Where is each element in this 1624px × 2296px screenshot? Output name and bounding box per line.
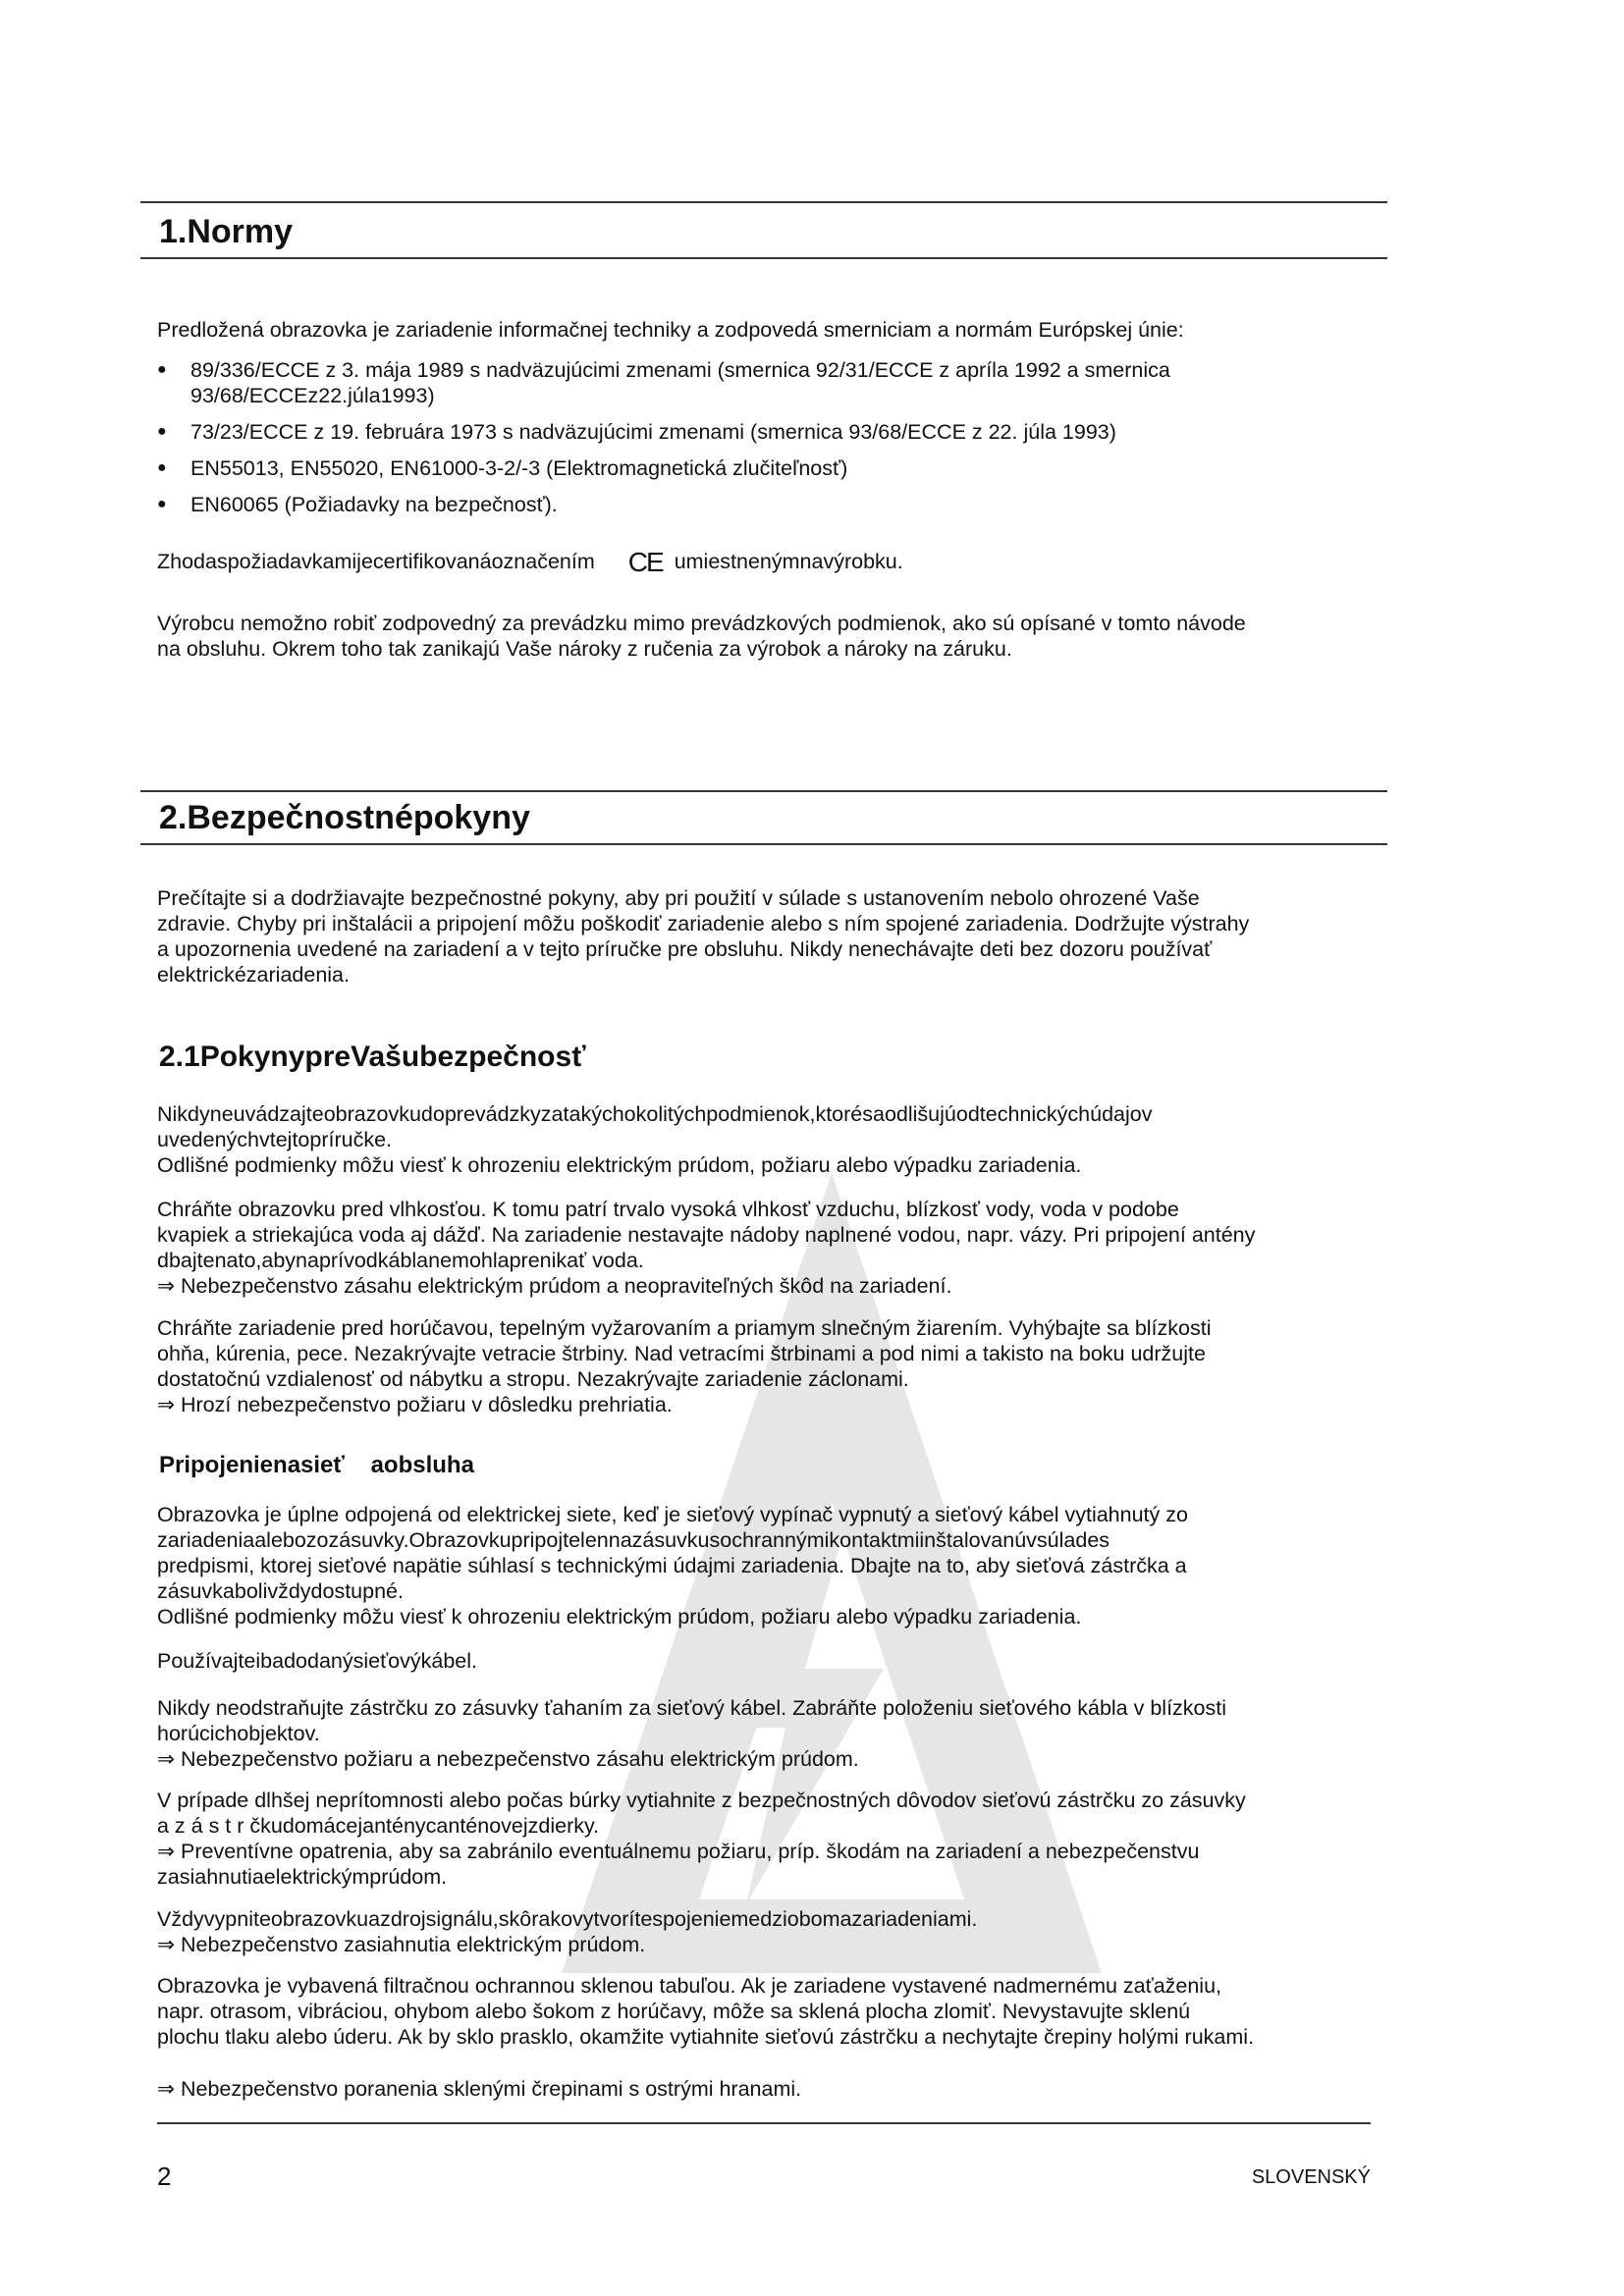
paragraph-mains-disconnect: Obrazovka je úplne odpojená od elektrickej siete, keď je sieťový vypínač vypnutý a sieťový kábel vytiahnutý zo zariadeniaalebozozásuvky.Obrazovkupripojtelennazásuvkusochrannýmikontaktmiinštalovanúvsúlades predpismi, ktorej sieťové napätie súhlasí s technickými údajmi zariadenia. Dbajte na to, aby sieťová zástrčka a zásuvkabolivždydostupné. Odlišné podmienky môžu viesť k ohrozeniu elektrickým prúdom, požiaru alebo výpadku zariadenia.	[157, 1503, 1188, 1629]
section-1-intro: Predložená obrazovka je zariadenie informačnej techniky a zodpovedá smerniciam a normám Európskej únie:	[157, 318, 1184, 342]
list-item: ● 89/336/ECCE z 3. mája 1989 s nadväzujúcimi zmenami (smernica 92/31/ECCE z apríla 1992 a smernica 93/68/ECCEz22.júla1993)	[157, 357, 1384, 408]
footer-rule	[157, 2122, 1371, 2124]
ce-text-before: Zhodaspožiadavkamijecertifikovanáoznačením	[157, 550, 595, 573]
paragraph-operating-conditions: Nikdyneuvádzajteobrazovkudoprevádzkyzatakýchokolitýchpodmienok,ktorésaodlišujúodtechnickýchúdajov uvedenýchvtejtopríručke. Odlišné podmienky môžu viesť k ohrozeniu elektrickým prúdom, požiaru alebo výpadku zariadenia.	[157, 1102, 1153, 1177]
mains-connection-heading: Pripojenienasieť aobsluha	[159, 1452, 474, 1478]
paragraph-heat: Chráňte zariadenie pred horúčavou, tepelným vyžarovaním a priamym slnečným žiarením. Vyhýbajte sa blízkosti ohňa, kúrenia, pece. Nezakrývajte vetracie štrbiny. Nad vetracími štrbinami a pod nimi a takisto na boku udržujte dostatočnú vzdialenosť od nábytku a stropu. Nezakrývajte zariadenie záclonami. ⇒ Hrozí nebezpečenstvo požiaru v dôsledku prehriatia.	[157, 1316, 1212, 1416]
ce-text-after: umiestnenýmnavýrobku.	[674, 550, 903, 573]
bottom-rule-1	[140, 257, 1387, 259]
list-item: ● EN60065 (Požiadavky na bezpečnosť).	[157, 492, 1384, 517]
section-1-heading: 1.Normy	[159, 213, 294, 250]
paragraph-cable-removal: Nikdy neodstraňujte zástrčku zo zásuvky ťahaním za sieťový kábel. Zabráňte položeniu sieťového kábla v blízkosti horúcichobjektov. ⇒ Nebezpečenstvo požiaru a nebezpečenstvo zásahu elektrickým prúdom.	[157, 1696, 1226, 1771]
ce-conformity-line	[157, 549, 903, 575]
ce-mark-icon: CE	[627, 547, 663, 577]
page-number: 2	[157, 2162, 172, 2191]
top-rule-1	[140, 201, 1387, 203]
paragraph-glass-injury: ⇒ Nebezpečenstvo poranenia sklenými črepinami s ostrými hranami.	[157, 2077, 802, 2101]
paragraph-signal-source: Vždyvypniteobrazovkuazdrojsignálu,skôrakovytvorítespojeniemedziobomazariadeniami. ⇒ Nebezpečenstvo zasiahnutia elektrickým prúdom.	[157, 1907, 978, 1956]
paragraph-storm: V prípade dlhšej neprítomnosti alebo počas búrky vytiahnite z bezpečnostných dôvodov sieťovú zástrčku zo zásuvky a z á s t r čkudomácejanténycanténovejzdierky. ⇒ Preventívne opatrenia, aby sa zabránilo eventuálnemu požiaru, príp. škodám na zariadení a nebezpečenstvu zasiahnutiaelektrickýmprúdom.	[157, 1789, 1246, 1889]
paragraph-supplied-cable: Používajteibadodanýsieťovýkábel.	[157, 1649, 477, 1673]
standards-list	[157, 357, 1384, 528]
list-item: ● 73/23/ECCE z 19. februára 1973 s nadväzujúcimi zmenami (smernica 93/68/ECCE z 22. júla 1993)	[157, 419, 1384, 445]
list-item: ● EN55013, EN55020, EN61000-3-2/-3 (Elektromagnetická zlučiteľnosť)	[157, 455, 1384, 481]
paragraph-glass-panel: Obrazovka je vybavená filtračnou ochrannou sklenou tabuľou. Ak je zariadene vystavené nadmernému zaťaženiu, napr. otrasom, vibráciou, ohybom alebo šokom z horúčavy, môže sa sklená plocha zlomiť. Nevystavujte sklenú plochu tlaku alebo úderu. Ak by sklo prasklo, okamžite vytiahnite sieťovú zástrčku a nechytajte črepiny holými rukami.	[157, 1974, 1255, 2049]
footer-language: SLOVENSKÝ	[1251, 2166, 1371, 2188]
paragraph-moisture: Chráňte obrazovku pred vlhkosťou. K tomu patrí trvalo vysoká vlhkosť vzduchu, blízkosť vody, voda v podobe kvapiek a striekajúca voda aj dážď. Na zariadenie nestavajte nádoby naplnené vodou, napr. vázy. Pri pripojení antény dbajtenato,abynaprívodkáblanemohlaprenikať voda. ⇒ Nebezpečenstvo zásahu elektrickým prúdom a neopraviteľných škôd na zariadení.	[157, 1198, 1256, 1298]
section-2-intro: Prečítajte si a dodržiavajte bezpečnostné pokyny, aby pri použití v súlade s ustanovením nebolo ohrozené Vaše zdravie. Chyby pri inštalácii a pripojení môžu poškodiť zariadenie alebo s ním spojené zariadenia. Dodržujte výstrahy a upozornenia uvedené na zariadení a v tejto príručke pre obsluhu. Nikdy nenechávajte deti bez dozoru používať elektrickézariadenia.	[157, 886, 1250, 987]
top-rule-2	[140, 790, 1387, 792]
bottom-rule-2	[140, 843, 1387, 845]
liability-paragraph: Výrobcu nemožno robiť zodpovedný za prevádzku mimo prevádzkových podmienok, ako sú opísané v tomto návode na obsluhu. Okrem toho tak zanikajú Vaše nároky z ručenia za výrobok a nároky na záruku.	[157, 612, 1246, 661]
subsection-2-1-heading: 2.1PokynypreVašubezpečnosť	[159, 1041, 586, 1073]
section-2-heading: 2.Bezpečnostnépokyny	[159, 799, 530, 836]
